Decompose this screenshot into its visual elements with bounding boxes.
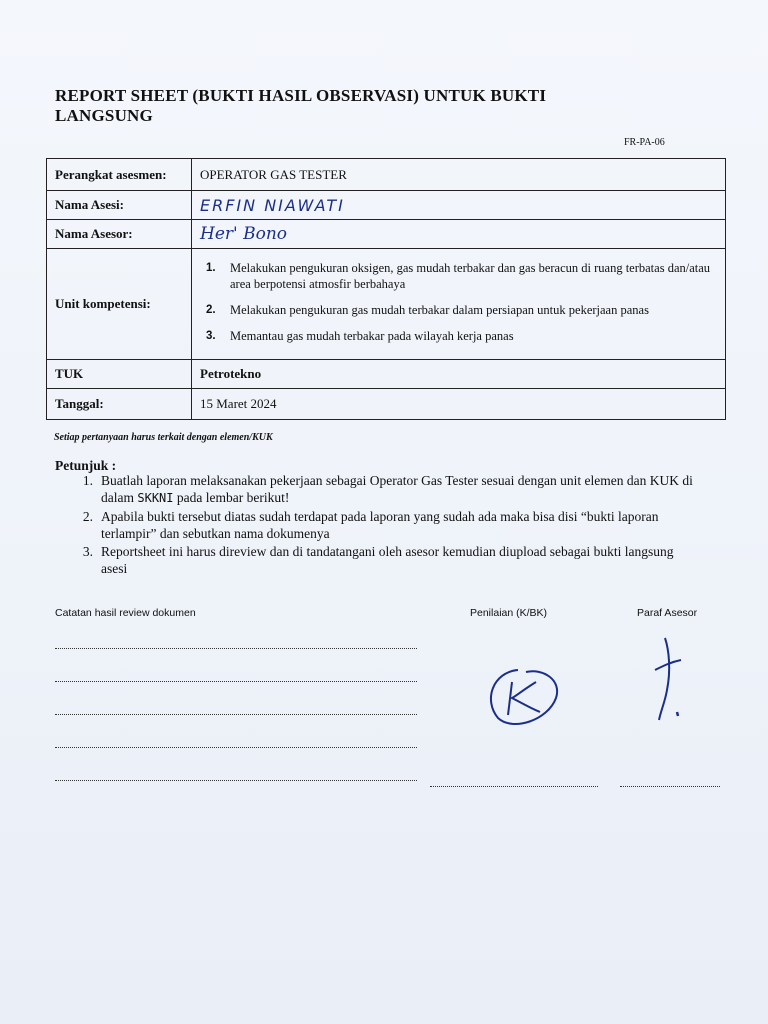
asesor-value-cell [192,220,726,249]
row-asesor [47,220,726,249]
catatan-label: Catatan hasil review dokumen [55,607,196,619]
penilaian-line [430,786,598,787]
asesi-handwritten-name: ERFIN NIAWATI [200,195,345,215]
unit-label: Unit kompetensi: [47,249,192,360]
tanggal-label: Tanggal: [47,389,192,420]
penilaian-label: Penilaian (K/BK) [470,607,548,619]
penilaian-k-mark [478,660,568,730]
perangkat-label: Perangkat asesmen: [47,159,192,191]
step-number: 2. [82,509,93,524]
review-line [55,780,417,781]
unit-text: Melakukan pengukuran gas mudah terbakar dalam persiapan untuk pekerjaan panas [230,303,649,317]
paraf-signature [645,630,695,730]
row-unit [47,249,726,360]
unit-number: 1. [206,262,216,274]
review-line [55,681,417,682]
perangkat-value: OPERATOR GAS TESTER [192,159,726,191]
review-line [55,714,417,715]
tanggal-value: 15 Maret 2024 [192,389,726,420]
page-title: REPORT SHEET (BUKTI HASIL OBSERVASI) UNTUK BUKTI LANGSUNG [55,86,547,125]
list-item [200,328,717,344]
review-line [55,747,417,748]
asesor-label: Nama Asesor: [47,220,192,249]
list-item [55,508,695,542]
list-item [55,472,695,507]
step-text: Reportsheet ini harus direview dan di tandatangani oleh asesor kemudian diupload sebagai bukti langsung asesi [101,544,674,576]
unit-list [200,260,717,344]
unit-text: Memantau gas mudah terbakar pada wilayah kerja panas [230,329,514,343]
unit-text: Melakukan pengukuran oksigen, gas mudah terbakar dan gas beracun di ruang terbatas dan/atau area berpotensi atmosfir berbahaya [230,261,711,291]
step-text: Apabila bukti tersebut diatas sudah terdapat pada laporan yang sudah ada maka bisa disi “bukti laporan terlampir” dan sebutkan nama dokumenya [101,509,659,541]
unit-number: 2. [206,304,216,316]
info-table [46,158,726,420]
asesor-handwritten-name: Her' Bono [200,224,288,244]
review-line [55,648,417,649]
asesi-value-cell [192,191,726,220]
list-item [200,260,717,292]
unit-number: 3. [206,330,216,342]
row-tuk [47,360,726,389]
paraf-label: Paraf Asesor [637,607,698,619]
step-number: 3. [82,544,93,559]
paraf-line [620,786,720,787]
tuk-label: TUK [47,360,192,389]
tuk-value: Petrotekno [192,360,726,389]
unit-list-cell [192,249,726,360]
row-asesi [47,191,726,220]
asesi-label: Nama Asesi: [47,191,192,220]
row-tanggal [47,389,726,420]
skkni-term: SKKNI [137,491,174,505]
row-perangkat [47,159,726,191]
step-text: Buatlah laporan melaksanakan pekerjaan sebagai Operator Gas Tester sesuai dengan unit elemen dan KUK di dalam SKKNI pada lembar berikut! [101,473,693,505]
list-item [200,302,717,318]
form-code: FR-PA-06 [624,137,665,148]
petunjuk-heading: Petunjuk : [55,458,117,473]
list-item [55,543,695,577]
petunjuk-list [55,472,695,578]
table-note: Setiap pertanyaan harus terkait dengan elemen/KUK [54,432,273,443]
step-number: 1. [82,473,93,488]
